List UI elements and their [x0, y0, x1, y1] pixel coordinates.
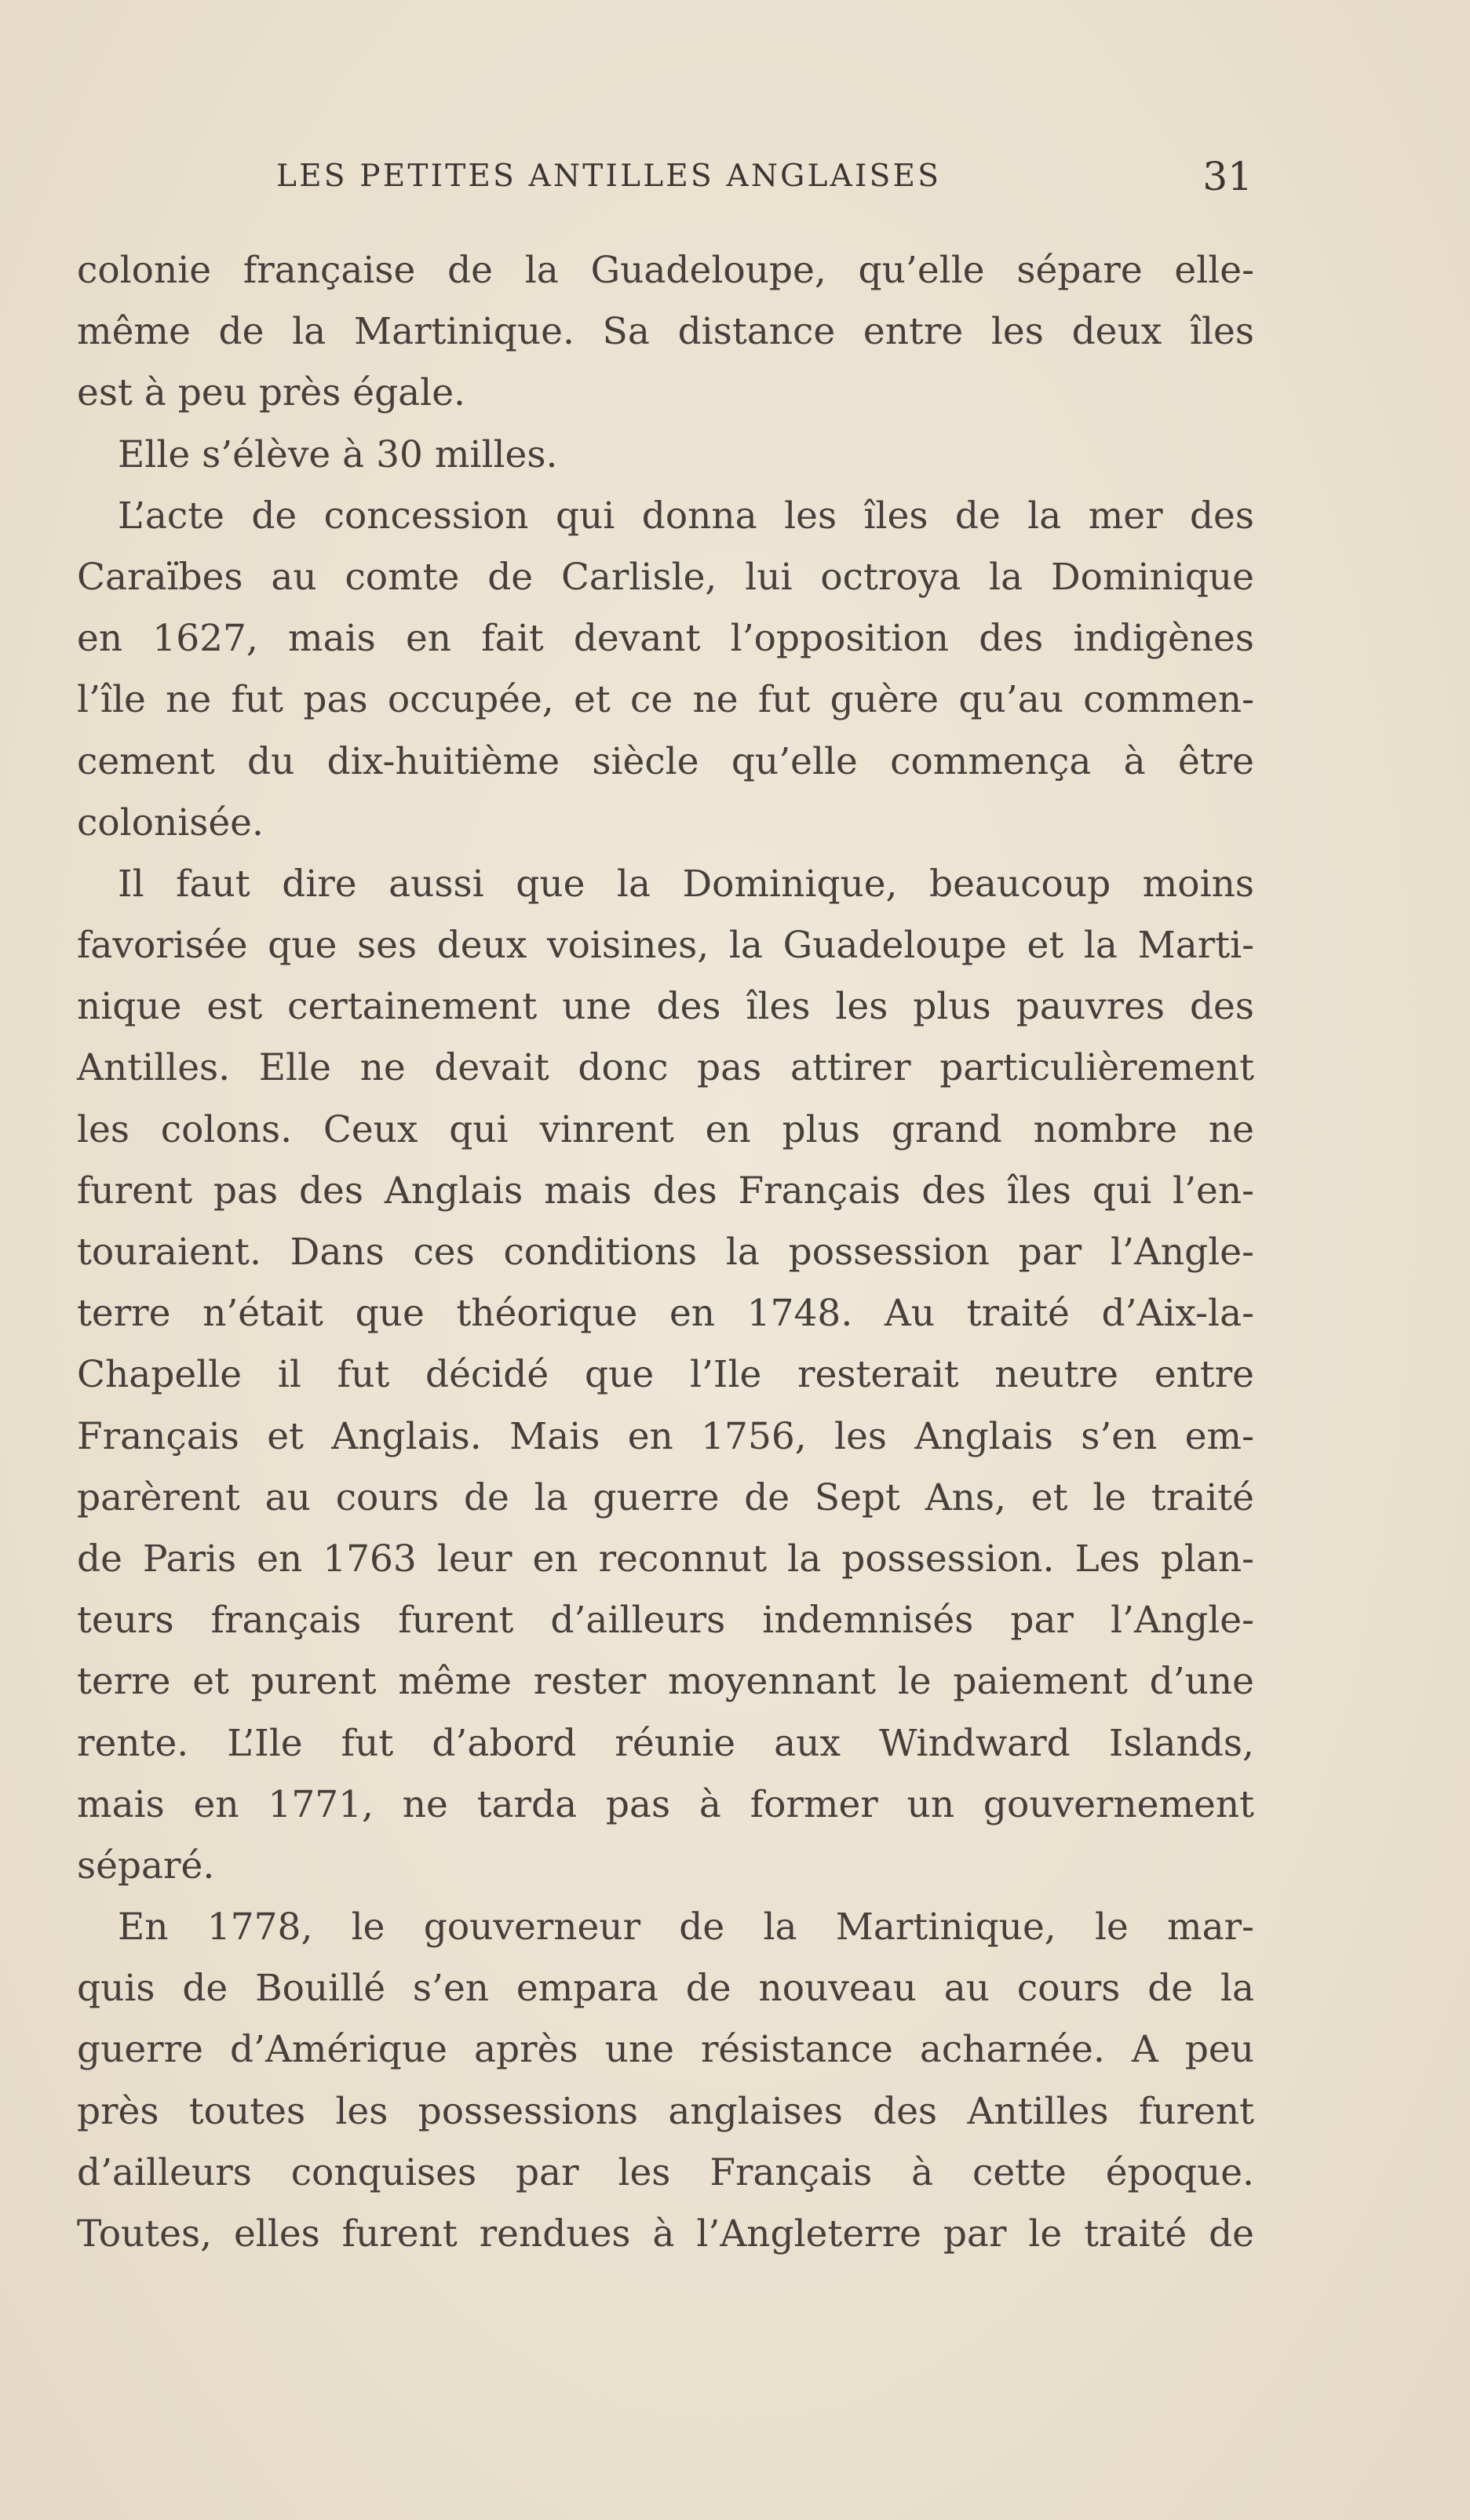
text-line: Français et Anglais. Mais en 1756, les Anglais s’en em-: [77, 1414, 1254, 1458]
text-line: en 1627, mais en fait devant l’opposition des indigènes: [77, 617, 1254, 661]
text-line: Il faut dire aussi que la Dominique, beaucoup moins: [118, 862, 1254, 906]
text-line: de Paris en 1763 leur en reconnut la possession. Les plan-: [77, 1537, 1254, 1581]
text-line: guerre d’Amérique après une résistance acharnée. A peu: [77, 2028, 1254, 2072]
text-line: teurs français furent d’ailleurs indemnisés par l’Angle-: [77, 1599, 1254, 1643]
text-line: Chapelle il fut décidé que l’Ile resterait neutre entre: [77, 1353, 1254, 1397]
text-line: quis de Bouillé s’en empara de nouveau au cours de la: [77, 1967, 1254, 2011]
text-line: Elle s’élève à 30 milles.: [118, 432, 558, 476]
page-number: 31: [1202, 154, 1253, 199]
text-line: Caraïbes au comte de Carlisle, lui octroya la Dominique: [77, 555, 1254, 599]
text-line: d’ailleurs conquises par les Français à cette époque.: [77, 2150, 1254, 2194]
running-title: LES PETITES ANTILLES ANGLAISES: [276, 159, 942, 194]
text-line: parèrent au cours de la guerre de Sept Ans, et le traité: [77, 1475, 1254, 1519]
text-line: Toutes, elles furent rendues à l’Angleterre par le traité de: [77, 2212, 1254, 2256]
text-line: séparé.: [77, 1844, 215, 1887]
text-line: furent pas des Anglais mais des Français des îles qui l’en-: [77, 1169, 1254, 1213]
text-line: cement du dix-huitième siècle qu’elle commença à être: [77, 739, 1254, 783]
text-line: près toutes les possessions anglaises des Antilles furent: [77, 2089, 1254, 2133]
text-line: rente. L’Ile fut d’abord réunie aux Windward Islands,: [77, 1721, 1254, 1765]
text-line: favorisée que ses deux voisines, la Guadeloupe et la Marti-: [77, 924, 1254, 968]
text-line: touraient. Dans ces conditions la possession par l’Angle-: [77, 1231, 1254, 1274]
text-line: Antilles. Elle ne devait donc pas attirer particulièrement: [77, 1046, 1254, 1090]
text-line: mais en 1771, ne tarda pas à former un gouvernement: [77, 1782, 1254, 1826]
text-line: terre et purent même rester moyennant le paiement d’une: [77, 1660, 1254, 1704]
text-line: En 1778, le gouverneur de la Martinique, le mar-: [118, 1905, 1254, 1949]
text-line: colonie française de la Guadeloupe, qu’elle sépare elle-: [77, 249, 1254, 292]
text-line: L’acte de concession qui donna les îles de la mer des: [118, 494, 1254, 538]
running-head: [276, 154, 1253, 209]
text-line: les colons. Ceux qui vinrent en plus grand nombre ne: [77, 1107, 1254, 1151]
text-line: colonisée.: [77, 800, 264, 844]
text-line: même de la Martinique. Sa distance entre les deux îles: [77, 310, 1254, 354]
text-line: nique est certainement une des îles les plus pauvres des: [77, 985, 1254, 1029]
text-line: l’île ne fut pas occupée, et ce ne fut guère qu’au commen-: [77, 678, 1254, 722]
text-line: est à peu près égale.: [77, 371, 465, 415]
text-line: terre n’était que théorique en 1748. Au traité d’Aix-la-: [77, 1292, 1254, 1336]
body-text: [77, 240, 1254, 2265]
